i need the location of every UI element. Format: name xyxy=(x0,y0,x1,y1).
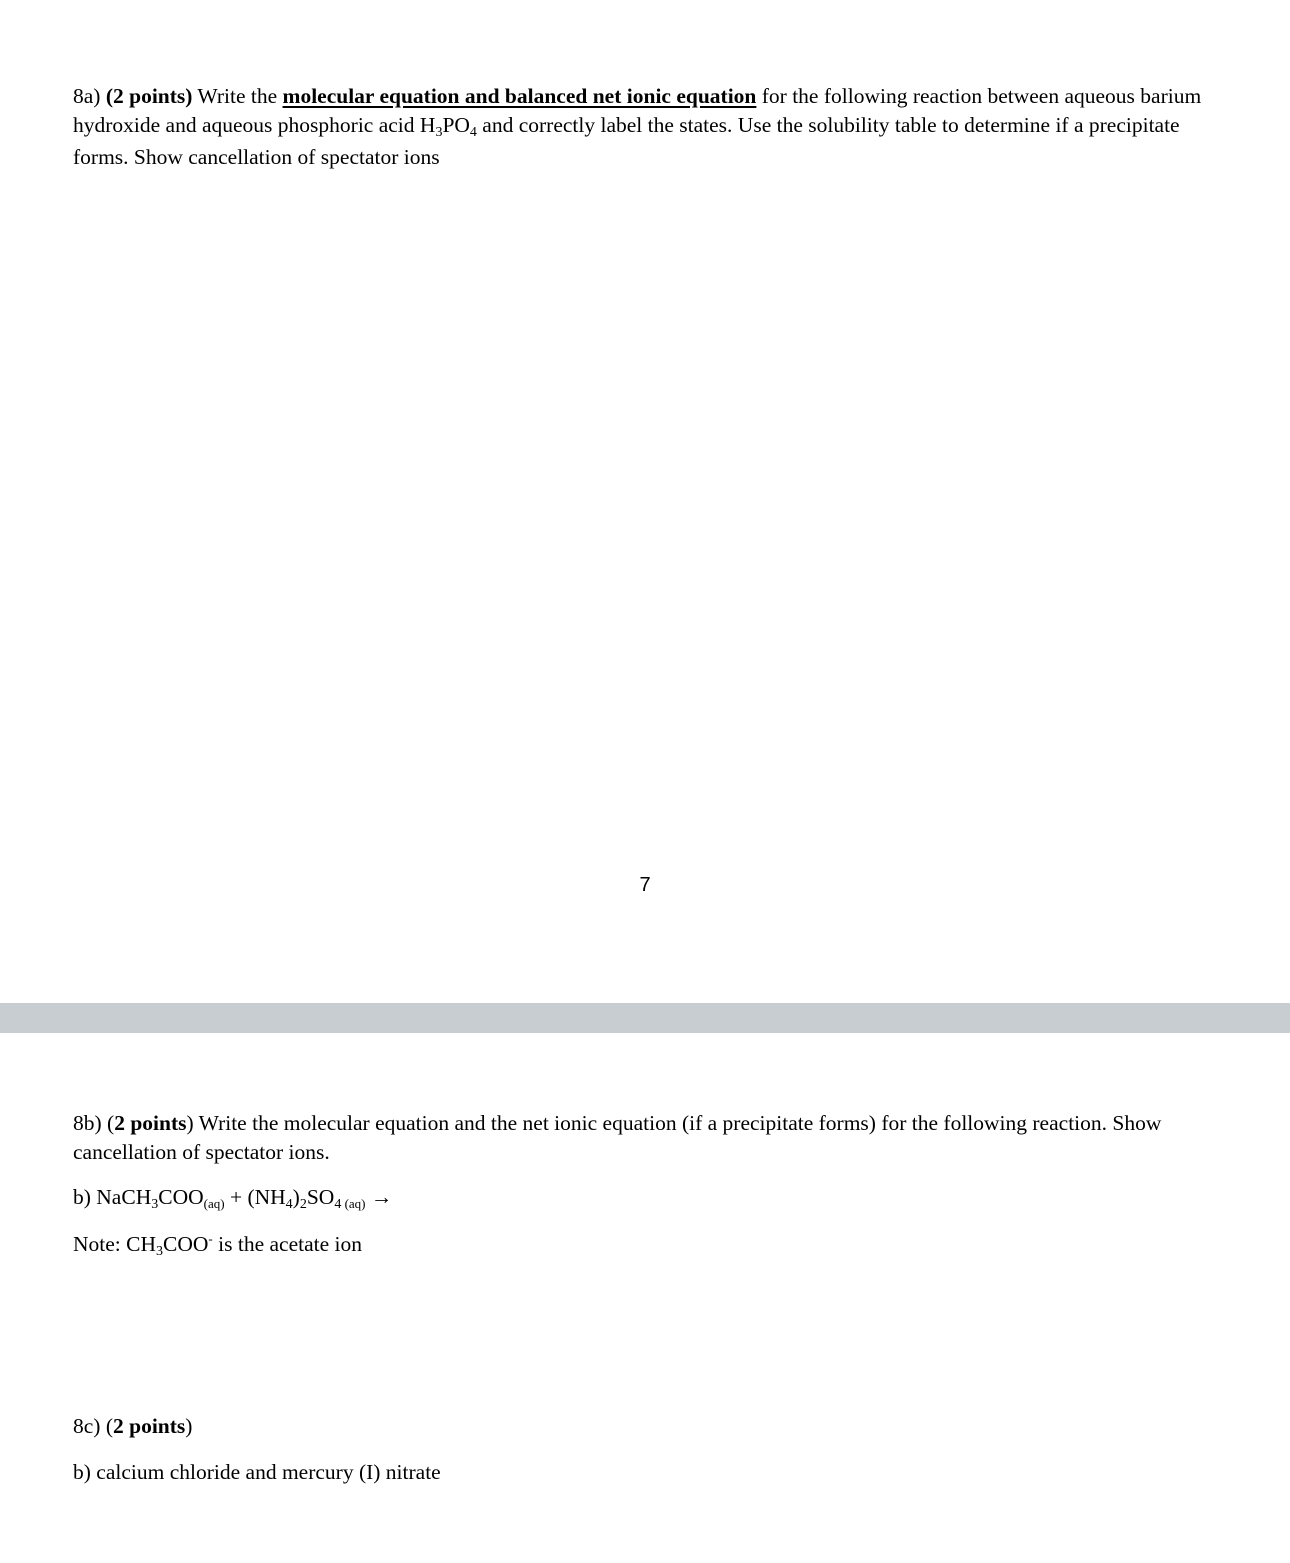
equation-part: b) NaCH xyxy=(73,1185,152,1209)
question-label: ) xyxy=(185,1414,193,1438)
emphasized-instruction: molecular equation and balanced net ionic equation xyxy=(282,84,757,108)
equation-subscript: 2 xyxy=(299,1197,307,1212)
question-8b xyxy=(73,1109,1253,1167)
formula-h: H xyxy=(419,113,436,137)
reaction-equation xyxy=(73,1183,1223,1215)
acetate-note xyxy=(73,1230,1223,1262)
equation-part: SO xyxy=(306,1185,335,1209)
note-subscript: 3 xyxy=(156,1244,164,1259)
question-text: ) Write the molecular equation and the net ionic equation (if a precipitate forms) for the following reaction. Show cancellation of spectator ions. xyxy=(73,1111,1162,1164)
note-part: Note: CH xyxy=(73,1232,157,1256)
question-text: Write the xyxy=(192,84,283,108)
state-label: (aq) xyxy=(341,1196,366,1211)
equation-part: + (NH xyxy=(224,1185,286,1209)
formula-po: PO xyxy=(442,113,470,137)
points-label: (2 points) xyxy=(105,84,193,108)
page-number: 7 xyxy=(639,874,651,896)
question-label: 8b) ( xyxy=(73,1111,115,1135)
question-label: 8c) ( xyxy=(73,1414,113,1438)
formula-subscript: 3 xyxy=(435,125,443,140)
equation-part: COO xyxy=(158,1185,204,1209)
note-part: is the acetate ion xyxy=(212,1232,363,1256)
question-8a xyxy=(73,82,1223,172)
equation-subscript: 4 xyxy=(285,1197,293,1212)
question-text: and correctly label the states. Use the solubility table to determine if a precipitate forms. Show cancellation of spectator ions xyxy=(73,113,1180,169)
formula-subscript: 4 xyxy=(469,125,477,140)
points-label: 2 points xyxy=(113,1414,186,1438)
equation-subscript: 4 xyxy=(334,1197,342,1212)
charge-superscript: - xyxy=(208,1231,213,1246)
page-separator xyxy=(0,1003,1290,1033)
equation-subscript: 3 xyxy=(151,1197,159,1212)
question-8c xyxy=(73,1412,1223,1441)
state-label: (aq) xyxy=(203,1196,225,1211)
equation-part: ) xyxy=(292,1185,300,1209)
points-label: 2 points xyxy=(114,1111,187,1135)
question-8c-part-b: b) calcium chloride and mercury (I) nitrate xyxy=(73,1460,441,1484)
question-text: for the following reaction between aqueous barium hydroxide and aqueous phosphoric acid xyxy=(73,84,1202,137)
note-part: COO xyxy=(163,1232,209,1256)
reaction-arrow: → xyxy=(365,1185,393,1209)
question-label: 8a) xyxy=(73,84,101,108)
